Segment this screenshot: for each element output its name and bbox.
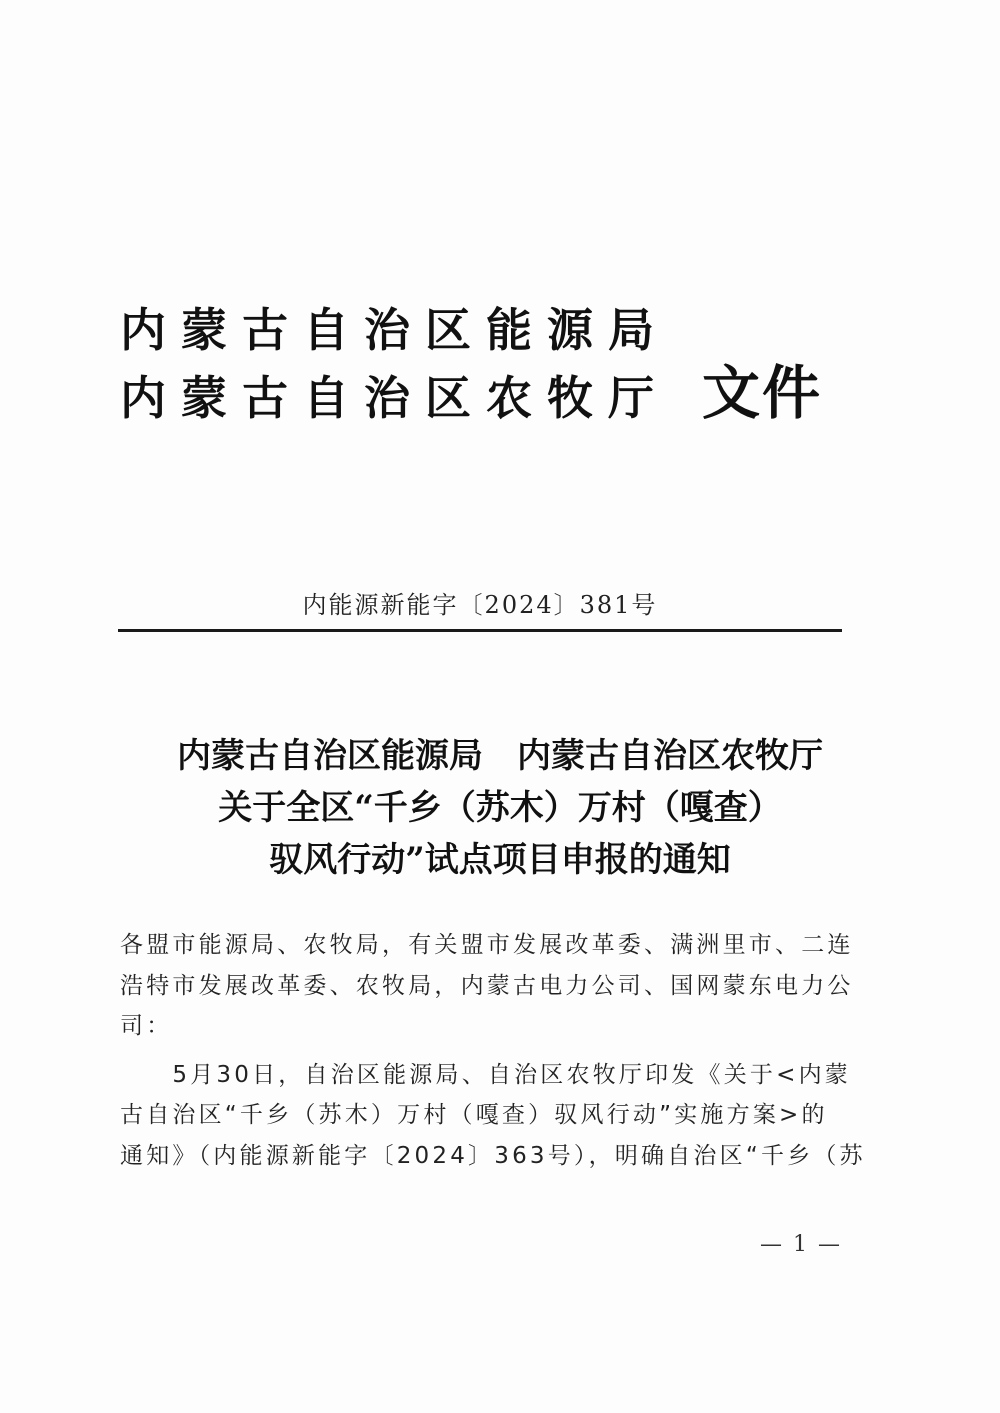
title-line: 内蒙古自治区能源局 内蒙古自治区农牧厅 xyxy=(177,736,823,776)
title-line: 关于全区“千乡（苏木）万村（嘎查） xyxy=(218,788,782,828)
paragraph-line: 通知》（内能源新能字〔2024〕363号），明确自治区“千乡（苏 xyxy=(120,1142,866,1169)
addressee-line: 各盟市能源局、农牧局，有关盟市发展改革委、满洲里市、二连 xyxy=(120,932,854,958)
issuer-agriculture-department: 内蒙古自治区农牧厅 xyxy=(120,371,669,425)
header-divider xyxy=(118,629,842,632)
page-number: — 1 — xyxy=(760,1232,842,1257)
issuer-energy-bureau: 内蒙古自治区能源局 xyxy=(120,303,669,357)
addressee-line: 浩特市发展改革委、农牧局，内蒙古电力公司、国网蒙东电力公 xyxy=(120,972,854,999)
title-line: 驭风行动”试点项目申报的通知 xyxy=(269,840,731,880)
document-kind-label: 文件 xyxy=(702,359,823,427)
notice-title xyxy=(80,730,920,886)
issuing-authorities xyxy=(120,296,680,432)
paragraph-line: 古自治区“千乡（苏木）万村（嘎查）驭风行动”实施方案>的 xyxy=(120,1102,828,1128)
addressee-line: 司： xyxy=(120,1013,173,1039)
notice-body xyxy=(120,925,866,1176)
document-number: 内能源新能字〔2024〕381号 xyxy=(302,591,658,619)
paragraph-line: 5月30日，自治区能源局、自治区农牧厅印发《关于<内蒙 xyxy=(120,1061,851,1088)
